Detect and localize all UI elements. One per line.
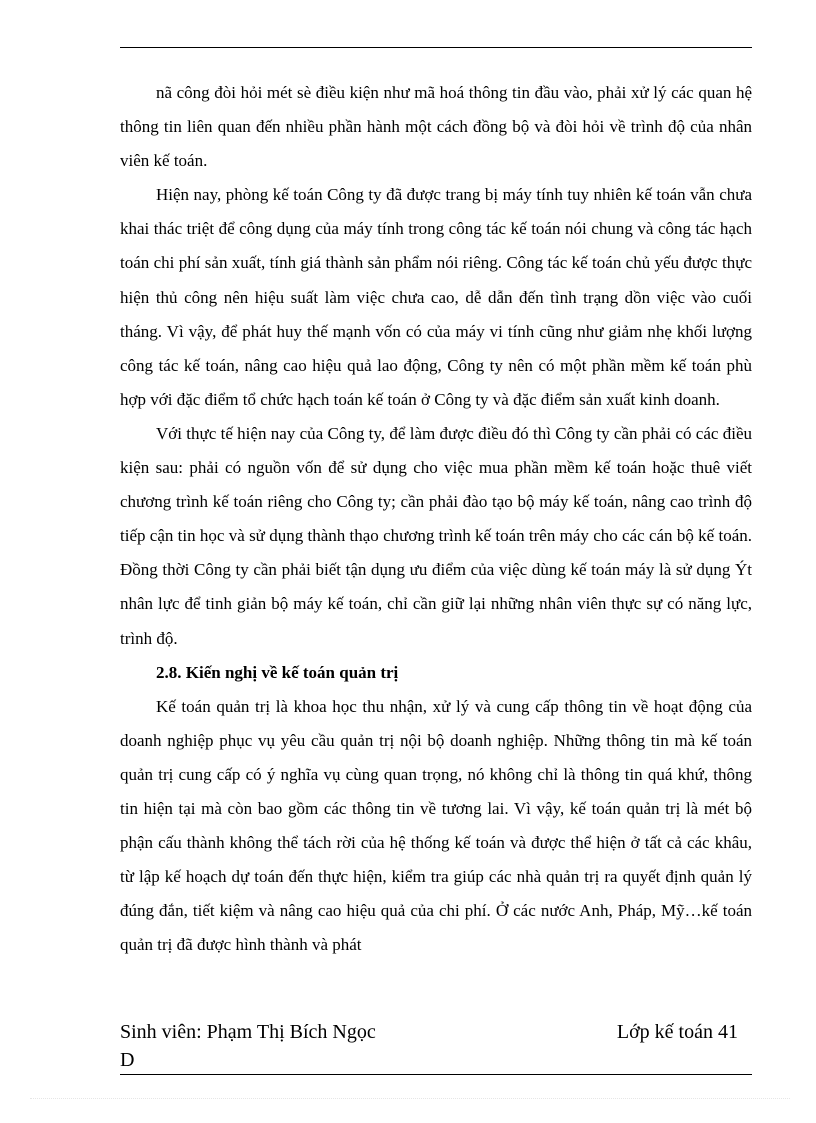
page-edge-dots (30, 1098, 790, 1099)
section-heading: 2.8. Kiến nghị về kế toán quản trị (156, 662, 399, 682)
footer-student (120, 1018, 420, 1074)
document-body (120, 76, 752, 962)
paragraph-continued: nã công đòi hỏi mét sè điều kiện như mã hoá thông tin đầu vào, phải xử lý các quan hệ thông tin liên quan đến nhiều phần hành một cách đồng bộ và đòi hỏi về trình độ của nhân viên kế toán. (120, 83, 752, 171)
paragraph-management-accounting: Kế toán quản trị là khoa học thu nhận, xử lý và cung cấp thông tin về hoạt động của doanh nghiệp phục vụ yêu cầu quản trị nội bộ doanh nghiệp. Những thông tin mà kế toán quản trị cung cấp có ý nghĩa vụ cùng quan trọng, nó không chỉ là thông tin quá khứ, thông tin hiện tại mà còn bao gồm các thông tin về tương lai. Vì vậy, kế toán quản trị là mét bộ phận cấu thành không thể tách rời của hệ thống kế toán và được thể hiện ở tất cả các khâu, từ lập kế hoạch dự toán đến thực hiện, kiểm tra giúp các nhà quản trị ra quyết định quản lý đúng đắn, tiết kiệm và nâng cao hiệu quả của chi phí. Ở các nước Anh, Pháp, Mỹ…kế toán quản trị đã được hình thành và phát (120, 696, 752, 955)
footer-student-name: Sinh viên: Phạm Thị Bích Ngọc (120, 1021, 376, 1043)
paragraph-conditions: Với thực tế hiện nay của Công ty, để làm được điều đó thì Công ty cần phải có các điều kiện sau: phải có nguồn vốn để sử dụng cho việc mua phần mềm kế toán hoặc thuê viết chương trình kế toán riêng cho Công ty; cần phải đào tạo bộ máy kế toán, nâng cao trình độ tiếp cận tin học và sử dụng thành thạo chương trình kế toán trên máy cho các cán bộ kế toán. Đồng thời Công ty cần phải biết tận dụng ưu điểm của việc dùng kế toán máy là sử dụng Ýt nhân lực để tinh giản bộ máy kế toán, chỉ cần giữ lại những nhân viên thực sự có năng lực, trình độ. (120, 423, 752, 648)
footer-student-name-wrap: D (120, 1049, 135, 1071)
footer-rule (120, 1074, 752, 1075)
footer-class: Lớp kế toán 41 (616, 1021, 738, 1043)
paragraph-computer-usage: Hiện nay, phòng kế toán Công ty đã được trang bị máy tính tuy nhiên kế toán vẫn chưa khai thác triệt để công dụng của máy tính trong công tác kế toán nói chung và công tác hạch toán chi phí sản xuất, tính giá thành sản phẩm nói riêng. Công tác kế toán chủ yếu được thực hiện thủ công nên hiệu suất làm việc chưa cao, dễ dẫn đến tình trạng dồn việc vào cuối tháng. Vì vậy, để phát huy thế mạnh vốn có của máy vi tính cũng như giảm nhẹ khối lượng công tác kế toán, nâng cao hiệu quả lao động, Công ty nên có một phần mềm kế toán phù hợp với đặc điểm tổ chức hạch toán kế toán ở Công ty và đặc điểm sản xuất kinh doanh. (120, 185, 752, 409)
header-rule (120, 47, 752, 48)
